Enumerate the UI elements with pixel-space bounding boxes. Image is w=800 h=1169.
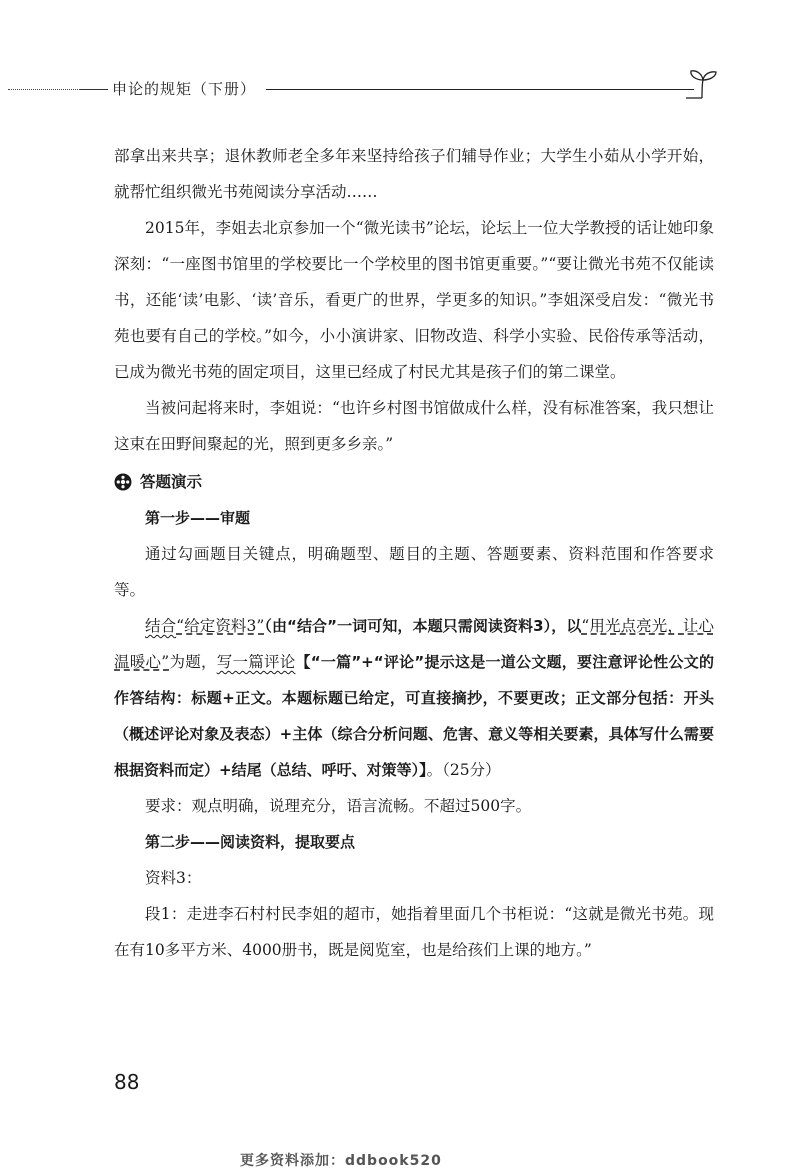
running-header [8,74,720,104]
page-number: 88 [114,1070,140,1094]
header-rule [266,89,694,90]
segment-1: 段1：走进李石村村民李姐的超市，她指着里面几个书柜说：“这就是微光书苑。现在有10多平方米、4000册书，既是阅览室，也是给孩们上课的地方。” [114,905,714,959]
question-connector: 为题， [169,653,217,671]
sprout-icon [686,68,720,100]
step1-text: 通过勾画题目关键点，明确题型、题目的主题、答题要素、资料范围和作答要求等。 [114,545,714,599]
question-note-1: （由“结合”一词可知，本题只需阅读资料3），以 [264,617,582,635]
flower-bullet-icon [114,473,132,491]
step1-title: 第一步——审题 [145,509,251,527]
page-body [114,138,714,968]
question-note-2: 【“一篇”+“评论”提示这是一道公文题，要注意评论性公文的作答结构：标题+正文。本题标题已给定，可直接摘抄，不要更改；正文部分包括：开头（概述评论对象及表态）+主体（综合分析问题、危害、意义等相关要素，具体写什么需要根据资料而定）+结尾（总结、呼吁、对策等）】 [114,653,714,779]
section-heading [114,464,714,500]
question-material-range: “给定资料3” [176,617,265,635]
watermark-text: 更多资料添加：ddbook520 [240,1153,442,1169]
question-text [114,608,714,788]
question-keyword-jiehe: 结合 [145,617,177,635]
book-title: 申论的规矩（下册） [112,80,257,98]
header-dash-rule [80,89,108,90]
paragraph-1: 部拿出来共享；退休教师老全多年来坚持给孩子们辅导作业；大学生小茹从小学开始，就帮忙组织微光书苑阅读分享活动…… [114,147,714,201]
paragraph-3: 当被问起将来时，李姐说：“也许乡村图书馆做成什么样，没有标准答案，我只想让这束在田野间聚起的光，照到更多乡亲。” [114,399,714,453]
question-essay-title: “用光点亮光，让心温暖心” [114,617,714,671]
step2-title: 第二步——阅读资料，提取要点 [145,833,356,851]
paragraph-2: 2015年，李姐去北京参加一个“微光读书”论坛，论坛上一位大学教授的话让她印象深刻：“一座图书馆里的学校要比一个学校里的图书馆更重要。”“要让微光书苑不仅能读书，还能‘读’电影、‘读’音乐，看更广的世界，学更多的知识。”李姐深受启发：“微光书苑也要有自己的学校。”如今，小小演讲家、旧物改造、科学小实验、民俗传承等活动，已成为微光书苑的固定项目，这里已经成了村民尤其是孩子们的第二课堂。 [114,219,714,381]
requirement-text: 要求：观点明确，说理充分，语言流畅。不超过500字。 [145,797,532,815]
question-score: 。（25分） [426,761,501,779]
section-title: 答题演示 [140,473,203,491]
question-task: 写一篇评论 [216,653,296,671]
material-label: 资料3： [145,869,202,887]
